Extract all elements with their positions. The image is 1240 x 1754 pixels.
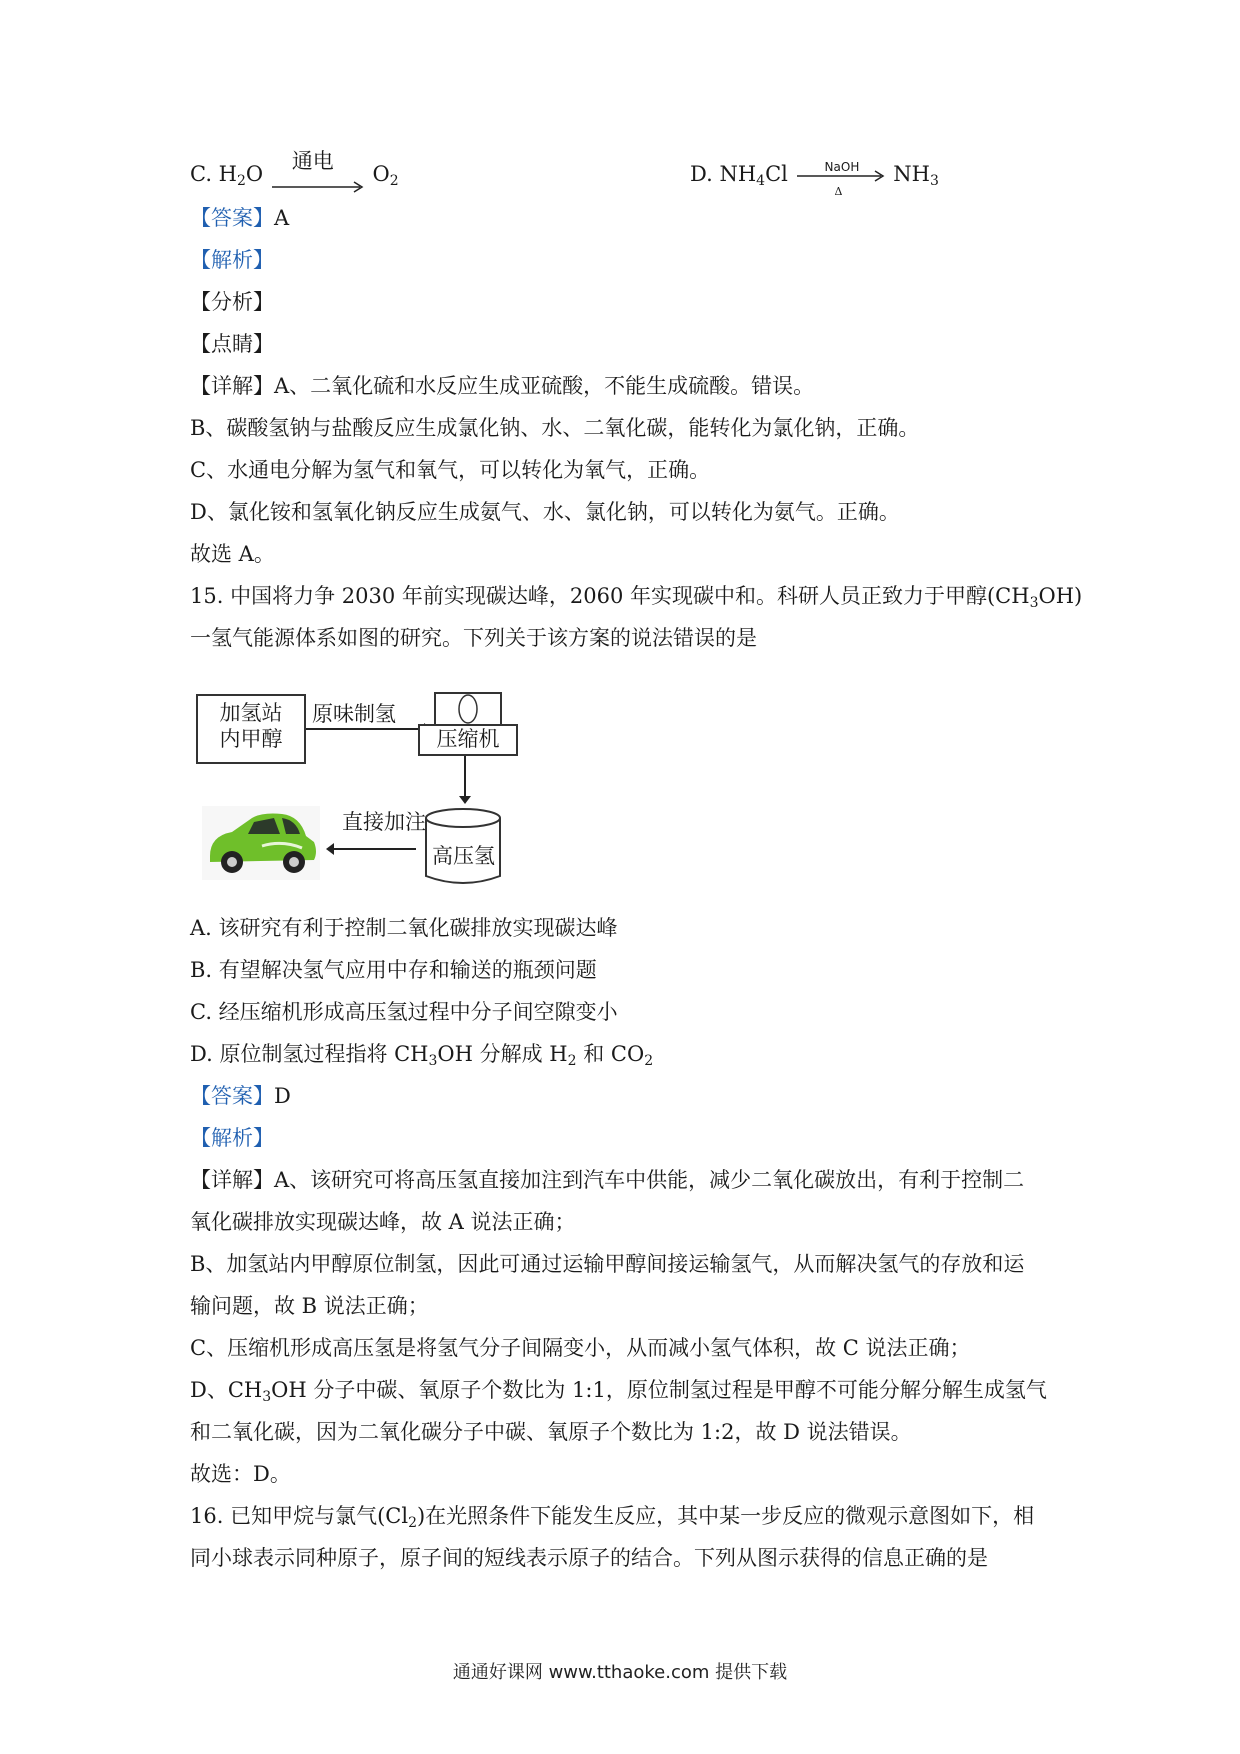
answer-line: 【答案】A xyxy=(190,206,290,230)
dianjing-label: 【点睛】 xyxy=(190,332,274,356)
arrow-icon xyxy=(270,165,366,195)
condition-bottom: Δ xyxy=(834,184,843,198)
car-image xyxy=(202,806,320,880)
fenxi-label: 【分析】 xyxy=(190,290,274,314)
option-d-equation: D. $NH_4Cl$ NaOH Δ $NH_3$ xyxy=(690,160,939,195)
compressor-top xyxy=(434,692,502,726)
q15-option-c: C. 经压缩机形成高压氢过程中分子间空隙变小 xyxy=(190,1000,618,1024)
analysis-label: 【解析】 xyxy=(190,248,274,272)
q15-detail-d1: D、$CH_3OH$ 分子中碳、氧原子个数比为 1:1，原位制氢过程是甲醇不可能分解分解生成氢气 xyxy=(190,1378,1047,1405)
q15-option-d: D. 原位制氢过程指将 $CH_3OH$ 分解成 $H_2$ 和 $CO_2$ xyxy=(190,1042,654,1069)
q15-detail-d2: 和二氧化碳，因为二氧化碳分子中碳、氧原子个数比为 1:2，故 D 说法错误。 xyxy=(190,1420,912,1444)
detail-d: D、氯化铵和氢氧化钠反应生成氨气、水、氯化钠，可以转化为氨气。正确。 xyxy=(190,500,900,524)
methanol-station-box: 加氢站 内甲醇 xyxy=(196,694,306,764)
q15-detail-a2: 氧化碳排放实现碳达峰，故 A 说法正确； xyxy=(190,1210,576,1234)
arrow-down-icon xyxy=(458,756,472,804)
q15-analysis-label: 【解析】 xyxy=(190,1126,274,1150)
q15-detail-c: C、压缩机形成高压氢是将氢气分子间隔变小，从而减小氢气体积，故 C 说法正确； xyxy=(190,1336,971,1360)
reaction-arrow xyxy=(795,159,887,198)
arrow1-label: 原味制氢 xyxy=(312,702,396,726)
condition-label: 通电 xyxy=(291,148,334,173)
q15-detail-a1: 【详解】A、该研究可将高压氢直接加注到汽车中供能，减少二氧化碳放出，有利于控制二 xyxy=(190,1168,1025,1192)
detail-c: C、水通电分解为氢气和氧气，可以转化为氧气，正确。 xyxy=(190,458,711,482)
q15-detail-b2: 输问题，故 B 说法正确； xyxy=(190,1294,429,1318)
q15-choose: 故选：D。 xyxy=(190,1462,291,1486)
detail-a: 【详解】A、二氧化硫和水反应生成亚硫酸，不能生成硫酸。错误。 xyxy=(190,374,815,398)
arrow-right-icon xyxy=(306,722,432,736)
q15-detail-b1: B、加氢站内甲醇原位制氢，因此可通过运输甲醇间接运输氢气，从而解决氢气的存放和运 xyxy=(190,1252,1025,1276)
q16-stem-1: 16. 已知甲烷与氯气$(Cl_2)$在光照条件下能发生反应，其中某一步反应的微观示意图如下，相 xyxy=(190,1504,1035,1531)
arrow-left-icon xyxy=(326,842,416,856)
car-icon xyxy=(202,806,320,880)
q15-option-a: A. 该研究有利于控制二氧化碳排放实现碳达峰 xyxy=(190,916,618,940)
q15-option-b: B. 有望解决氢气应用中存和输送的瓶颈问题 xyxy=(190,958,597,982)
compressor-box: 压缩机 xyxy=(418,724,518,756)
reaction-arrow xyxy=(270,148,366,191)
q15-answer: 【答案】D xyxy=(190,1084,291,1108)
q15-stem-1: 15. 中国将力争 2030 年前实现碳达峰，2060 年实现碳中和。科研人员正致力于甲醇$(CH_3OH)$ xyxy=(190,584,1083,611)
tank-label: 高压氢 xyxy=(432,844,495,868)
condition-top: NaOH xyxy=(824,159,860,174)
option-c-equation: C. $H_2O$ 通电 $O_2$ xyxy=(190,160,399,195)
arrow2-label: 直接加注 xyxy=(342,810,426,834)
choose-line: 故选 A。 xyxy=(190,542,275,566)
q16-stem-2: 同小球表示同种原子，原子间的短线表示原子的结合。下列从图示获得的信息正确的是 xyxy=(190,1546,988,1570)
detail-b: B、碳酸氢钠与盐酸反应生成氯化钠、水、二氧化碳，能转化为氯化钠，正确。 xyxy=(190,416,920,440)
compressor-icon xyxy=(436,694,500,724)
page-footer: 通通好课网 www.tthaoke.com 提供下载 xyxy=(452,1662,788,1683)
q15-stem-2: 一氢气能源体系如图的研究。下列关于该方案的说法错误的是 xyxy=(190,626,757,650)
hydrogen-process-diagram xyxy=(196,688,536,898)
